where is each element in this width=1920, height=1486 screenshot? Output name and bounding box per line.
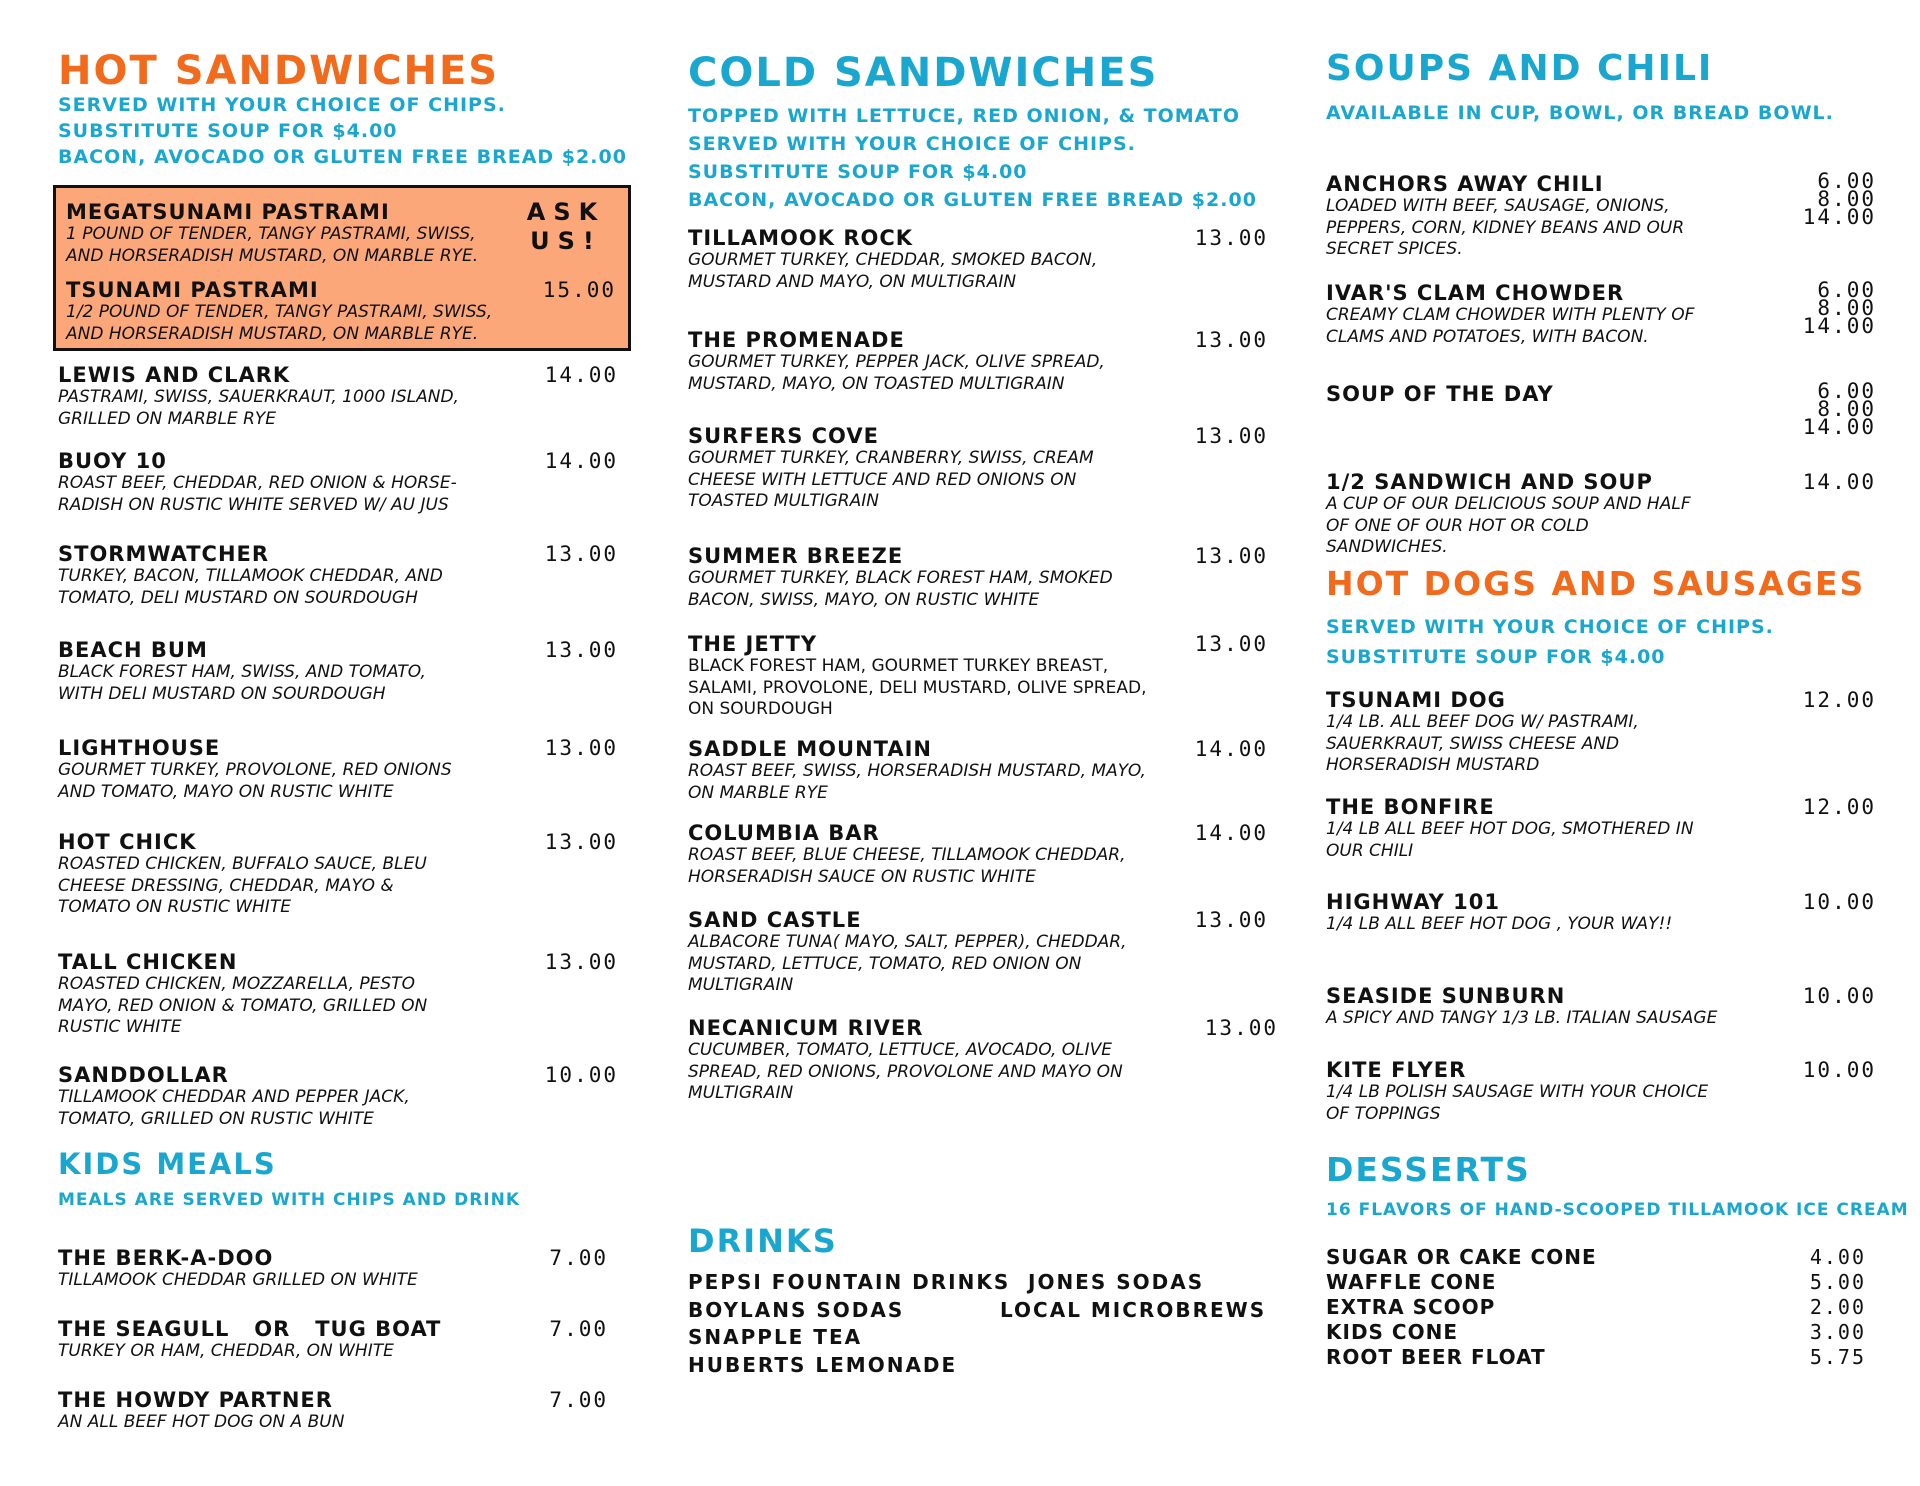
cup-price: 6.00 — [1817, 379, 1876, 403]
item-description: GOURMET TURKEY, PEPPER JACK, OLIVE SPREAD, MUSTARD, MAYO, ON TOASTED MULTIGRAIN — [688, 352, 1105, 394]
dessert-price: 5.75 — [1809, 1345, 1866, 1369]
item-price: 10.00 — [544, 1063, 618, 1087]
hot-dogs-title: HOT DOGS AND SAUSAGES — [1326, 564, 1866, 603]
item-description: CUCUMBER, TOMATO, LETTUCE, AVOCADO, OLIVE SPREAD, RED ONIONS, PROVOLONE AND MAYO ON MULTIGRAIN — [688, 1040, 1123, 1103]
item-price: 13.00 — [544, 950, 618, 974]
item-description: 1/4 LB. ALL BEEF DOG W/ PASTRAMI, SAUERKRAUT, SWISS CHEESE AND HORSERADISH MUSTARD — [1326, 712, 1639, 775]
menu-item — [66, 200, 618, 267]
item-description: BLACK FOREST HAM, SWISS, AND TOMATO, WITH DELI MUSTARD ON SOURDOUGH — [58, 662, 426, 704]
item-name: HIGHWAY 101 — [1326, 890, 1501, 914]
dessert-price: 3.00 — [1809, 1320, 1866, 1344]
item-name: THE HOWDY PARTNER — [58, 1388, 333, 1412]
item-description: 1/4 LB POLISH SAUSAGE WITH YOUR CHOICE OF TOPPINGS — [1326, 1082, 1709, 1124]
item-price: 13.00 — [1194, 632, 1268, 656]
item-price: 14.00 — [544, 449, 618, 473]
item-price: 15.00 — [542, 278, 616, 302]
menu-item — [1326, 688, 1886, 777]
item-price: 10.00 — [1802, 984, 1876, 1008]
item-name: IVAR'S CLAM CHOWDER — [1326, 281, 1625, 305]
dessert-price: 5.00 — [1809, 1270, 1866, 1294]
item-description: ROAST BEEF, SWISS, HORSERADISH MUSTARD, MAYO, ON MARBLE RYE — [688, 761, 1146, 803]
item-description: GOURMET TURKEY, CRANBERRY, SWISS, CREAM CHEESE WITH LETTUCE AND RED ONIONS ON TOASTED MULTIGRAIN — [688, 448, 1094, 511]
ask-us-label: ASK US! — [526, 198, 606, 255]
menu-item — [1326, 890, 1886, 936]
item-name: LEWIS AND CLARK — [58, 363, 291, 387]
item-description: AN ALL BEEF HOT DOG ON A BUN — [58, 1412, 345, 1432]
bread-bowl-price: 14.00 — [1802, 205, 1876, 229]
item-price: 13.00 — [544, 542, 618, 566]
item-name: SANDDOLLAR — [58, 1063, 229, 1087]
item-description: TILLAMOOK CHEDDAR AND PEPPER JACK, TOMATO, GRILLED ON RUSTIC WHITE — [58, 1087, 410, 1129]
item-name: SAND CASTLE — [688, 908, 862, 932]
item-description: A SPICY AND TANGY 1/3 LB. ITALIAN SAUSAGE — [1326, 1008, 1718, 1028]
menu-item — [58, 950, 628, 1039]
item-price: 13.00 — [544, 830, 618, 854]
item-prices — [1802, 379, 1876, 439]
dessert-price: 2.00 — [1809, 1295, 1866, 1319]
item-description: ROASTED CHICKEN, MOZZARELLA, PESTO MAYO, RED ONION & TOMATO, GRILLED ON RUSTIC WHITE — [58, 974, 428, 1037]
hotdogs-sub-soup: SUBSTITUTE SOUP FOR $4.00 — [1326, 646, 1666, 668]
item-price: 13.00 — [544, 736, 618, 760]
cold-sandwiches-title: COLD SANDWICHES — [688, 50, 1159, 96]
menu-item — [688, 1016, 1278, 1105]
drink-item: HUBERTS LEMONADE — [688, 1353, 958, 1377]
menu-item — [58, 638, 628, 705]
item-description: ALBACORE TUNA( MAYO, SALT, PEPPER), CHEDDAR, MUSTARD, LETTUCE, TOMATO, RED ONION ON MULTIGRAIN — [688, 932, 1127, 995]
item-description: A CUP OF OUR DELICIOUS SOUP AND HALF OF ONE OF OUR HOT OR COLD SANDWICHES. — [1326, 494, 1691, 557]
menu-item — [688, 821, 1278, 888]
item-name: TILLAMOOK ROCK — [688, 226, 914, 250]
menu-item — [688, 328, 1278, 395]
item-price: 10.00 — [1802, 1058, 1876, 1082]
dessert-item: ROOT BEER FLOAT — [1326, 1345, 1546, 1369]
cold-sub-extras: BACON, AVOCADO OR GLUTEN FREE BREAD $2.00 — [688, 189, 1257, 211]
dessert-price: 4.00 — [1809, 1245, 1866, 1269]
item-description: CREAMY CLAM CHOWDER WITH PLENTY OF CLAMS AND POTATOES, WITH BACON. — [1326, 305, 1695, 347]
item-description: TURKEY OR HAM, CHEDDAR, ON WHITE — [58, 1341, 394, 1361]
item-name: COLUMBIA BAR — [688, 821, 880, 845]
item-price: 12.00 — [1802, 795, 1876, 819]
drinks-title: DRINKS — [688, 1222, 838, 1260]
item-price: 7.00 — [549, 1246, 608, 1270]
kids-sub: MEALS ARE SERVED WITH CHIPS AND DRINK — [58, 1190, 521, 1210]
dessert-item: SUGAR OR CAKE CONE — [1326, 1245, 1597, 1269]
item-description: PASTRAMI, SWISS, SAUERKRAUT, 1000 ISLAND, GRILLED ON MARBLE RYE — [58, 387, 459, 429]
item-name: SADDLE MOUNTAIN — [688, 737, 932, 761]
item-name: THE SEAGULL OR TUG BOAT — [58, 1317, 442, 1341]
menu-item — [1326, 1058, 1886, 1125]
item-description: GOURMET TURKEY, BLACK FOREST HAM, SMOKED BACON, SWISS, MAYO, ON RUSTIC WHITE — [688, 568, 1113, 610]
dessert-item: WAFFLE CONE — [1326, 1270, 1497, 1294]
cold-sub-soup: SUBSTITUTE SOUP FOR $4.00 — [688, 161, 1028, 183]
item-price: 12.00 — [1802, 688, 1876, 712]
menu-item — [58, 830, 628, 919]
menu-item — [1326, 278, 1886, 348]
cold-sub-toppings: TOPPED WITH LETTUCE, RED ONION, & TOMATO — [688, 105, 1241, 127]
item-name: TSUNAMI DOG — [1326, 688, 1506, 712]
menu-item — [688, 424, 1278, 513]
menu-item — [1326, 169, 1886, 261]
item-name: SEASIDE SUNBURN — [1326, 984, 1566, 1008]
cup-price: 6.00 — [1817, 278, 1876, 302]
item-description: ROAST BEEF, BLUE CHEESE, TILLAMOOK CHEDDAR, HORSERADISH SAUCE ON RUSTIC WHITE — [688, 845, 1126, 887]
item-description: GOURMET TURKEY, CHEDDAR, SMOKED BACON, MUSTARD AND MAYO, ON MULTIGRAIN — [688, 250, 1098, 292]
menu-item — [58, 542, 628, 609]
item-price: 14.00 — [544, 363, 618, 387]
drink-item: BOYLANS SODAS — [688, 1298, 905, 1322]
item-price: 7.00 — [549, 1388, 608, 1412]
item-price: 14.00 — [1194, 821, 1268, 845]
cold-sub-chips: SERVED WITH YOUR CHOICE OF CHIPS. — [688, 133, 1136, 155]
menu-item — [58, 1388, 628, 1434]
item-description: TILLAMOOK CHEDDAR GRILLED ON WHITE — [58, 1270, 418, 1290]
item-price: 13.00 — [1204, 1016, 1278, 1040]
hot-sub-extras: BACON, AVOCADO OR GLUTEN FREE BREAD $2.00 — [58, 146, 627, 168]
item-prices — [1802, 278, 1876, 338]
item-name: STORMWATCHER — [58, 542, 270, 566]
menu-item — [1326, 470, 1886, 559]
item-price: 7.00 — [549, 1317, 608, 1341]
item-name: THE BONFIRE — [1326, 795, 1495, 819]
menu-item — [1326, 984, 1886, 1030]
item-name: TALL CHICKEN — [58, 950, 238, 974]
menu-item — [688, 632, 1278, 721]
item-price: 13.00 — [1194, 328, 1268, 352]
menu-item — [58, 363, 628, 430]
kids-meals-title: KIDS MEALS — [58, 1147, 277, 1181]
menu-item — [66, 278, 618, 345]
item-description: ROASTED CHICKEN, BUFFALO SAUCE, BLEU CHEESE DRESSING, CHEDDAR, MAYO & TOMATO ON RUSTIC WHITE — [58, 854, 427, 917]
menu-item — [58, 1063, 628, 1130]
menu-item — [688, 544, 1278, 611]
item-price: 14.00 — [1802, 470, 1876, 494]
item-description: BLACK FOREST HAM, GOURMET TURKEY BREAST, SALAMI, PROVOLONE, DELI MUSTARD, OLIVE SPREAD, ON SOURDOUGH — [688, 656, 1147, 719]
item-name: MEGATSUNAMI PASTRAMI — [66, 200, 390, 224]
item-description: 1/2 POUND OF TENDER, TANGY PASTRAMI, SWISS, AND HORSERADISH MUSTARD, ON MARBLE RYE. — [66, 302, 493, 344]
item-prices — [1802, 169, 1876, 229]
menu-item — [688, 226, 1278, 293]
item-price: 14.00 — [1194, 737, 1268, 761]
item-name: TSUNAMI PASTRAMI — [66, 278, 319, 302]
hot-sub-chips: SERVED WITH YOUR CHOICE OF CHIPS. — [58, 94, 506, 116]
dessert-item: KIDS CONE — [1326, 1320, 1458, 1344]
item-price: 13.00 — [1194, 226, 1268, 250]
menu-item — [58, 1246, 628, 1292]
dessert-item: EXTRA SCOOP — [1326, 1295, 1496, 1319]
menu-item — [1326, 379, 1886, 439]
item-name: ANCHORS AWAY CHILI — [1326, 172, 1604, 196]
item-description: 1/4 LB ALL BEEF HOT DOG , YOUR WAY!! — [1326, 914, 1673, 934]
hotdogs-sub-chips: SERVED WITH YOUR CHOICE OF CHIPS. — [1326, 616, 1774, 638]
hot-sandwiches-title: HOT SANDWICHES — [58, 48, 500, 94]
item-description: 1 POUND OF TENDER, TANGY PASTRAMI, SWISS, AND HORSERADISH MUSTARD, ON MARBLE RYE. — [66, 224, 479, 266]
item-name: HOT CHICK — [58, 830, 197, 854]
item-name: THE BERK-A-DOO — [58, 1246, 274, 1270]
cup-price: 6.00 — [1817, 169, 1876, 193]
item-price: 13.00 — [1194, 544, 1268, 568]
desserts-sub: 16 FLAVORS OF HAND-SCOOPED TILLAMOOK ICE CREAM — [1326, 1200, 1909, 1220]
item-description: TURKEY, BACON, TILLAMOOK CHEDDAR, AND TOMATO, DELI MUSTARD ON SOURDOUGH — [58, 566, 443, 608]
hot-sub-soup: SUBSTITUTE SOUP FOR $4.00 — [58, 120, 398, 142]
item-name: BUOY 10 — [58, 449, 167, 473]
item-description: 1/4 LB ALL BEEF HOT DOG, SMOTHERED IN OUR CHILI — [1326, 819, 1694, 861]
item-name: 1/2 SANDWICH AND SOUP — [1326, 470, 1653, 494]
item-description: GOURMET TURKEY, PROVOLONE, RED ONIONS AND TOMATO, MAYO ON RUSTIC WHITE — [58, 760, 452, 802]
item-name: KITE FLYER — [1326, 1058, 1467, 1082]
item-description: ROAST BEEF, CHEDDAR, RED ONION & HORSE-RADISH ON RUSTIC WHITE SERVED W/ AU JUS — [58, 473, 457, 515]
item-name: THE JETTY — [688, 632, 818, 656]
item-name: SURFERS COVE — [688, 424, 879, 448]
drink-item: SNAPPLE TEA — [688, 1325, 863, 1349]
item-name: SUMMER BREEZE — [688, 544, 904, 568]
item-name: LIGHTHOUSE — [58, 736, 221, 760]
drink-item: PEPSI FOUNTAIN DRINKS — [688, 1270, 1011, 1294]
menu-item — [58, 736, 628, 803]
item-name: NECANICUM RIVER — [688, 1016, 924, 1040]
item-price: 13.00 — [544, 638, 618, 662]
item-price: 13.00 — [1194, 908, 1268, 932]
bowl-price: 8.00 — [1817, 397, 1876, 421]
desserts-title: DESSERTS — [1326, 1150, 1531, 1189]
soups-sub: AVAILABLE IN CUP, BOWL, OR BREAD BOWL. — [1326, 102, 1834, 124]
bread-bowl-price: 14.00 — [1802, 415, 1876, 439]
menu-item — [58, 1317, 628, 1363]
drink-item: LOCAL MICROBREWS — [1000, 1298, 1267, 1322]
soups-title: SOUPS AND CHILI — [1326, 48, 1714, 89]
item-name: THE PROMENADE — [688, 328, 905, 352]
item-name: SOUP OF THE DAY — [1326, 382, 1554, 406]
menu-item — [58, 449, 628, 516]
pastrami-highlight-box — [53, 185, 631, 351]
item-price: 10.00 — [1802, 890, 1876, 914]
bowl-price: 8.00 — [1817, 187, 1876, 211]
bowl-price: 8.00 — [1817, 296, 1876, 320]
item-price: 13.00 — [1194, 424, 1268, 448]
drink-item: JONES SODAS — [1028, 1270, 1205, 1294]
menu-item — [688, 737, 1278, 804]
item-description: LOADED WITH BEEF, SAUSAGE, ONIONS, PEPPERS, CORN, KIDNEY BEANS AND OUR SECRET SPICES. — [1326, 196, 1685, 259]
menu-item — [688, 908, 1278, 997]
bread-bowl-price: 14.00 — [1802, 314, 1876, 338]
menu-item — [1326, 795, 1886, 862]
item-name: BEACH BUM — [58, 638, 208, 662]
